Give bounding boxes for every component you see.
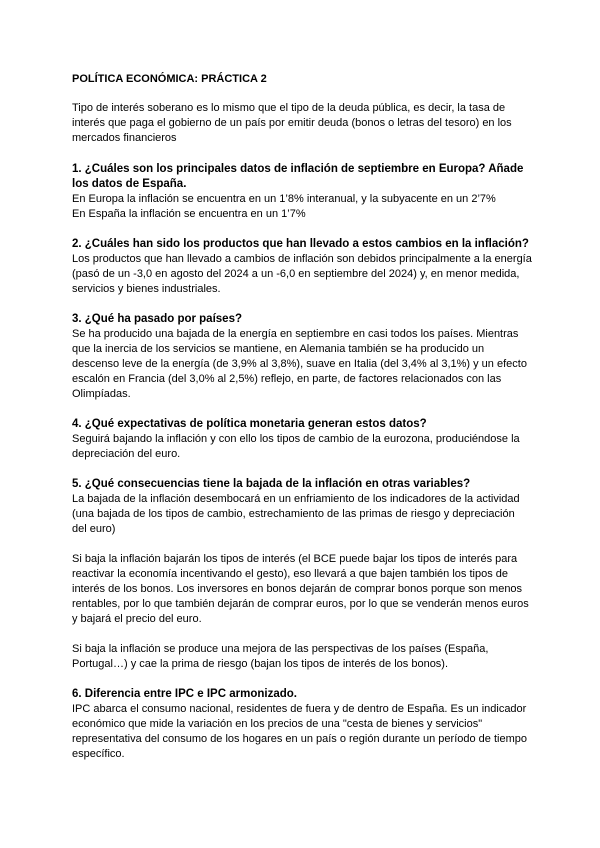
section-4 — [72, 417, 532, 462]
section-5 — [72, 477, 532, 672]
section-paragraph: Los productos que han llevado a cambios de inflación son debidos principalmente a la energía (pasó de un -3,0 en agosto del 2024 a un -6,0 en septiembre del 2024) y, en menor medida, servicios y bienes industriales. — [72, 253, 532, 295]
section-question: 4. ¿Qué expectativas de política monetaria generan estos datos? — [72, 418, 427, 430]
section-2 — [72, 237, 532, 297]
section-paragraph: IPC abarca el consumo nacional, residentes de fuera y de dentro de España. Es un indicador económico que mide la variación en los precios de una "cesta de bienes y servicios" representativa del consumo de los hogares en un país o región durante un período de tiempo específico. — [72, 703, 527, 760]
section-paragraph: En España la inflación se encuentra en un 1’7% — [72, 208, 306, 220]
section-paragraph: Se ha producido una bajada de la energía en septiembre en casi todos los países. Mientras que la inercia de los servicios se mantiene, en Alemania también se ha producido un descenso leve de la energía (de 3,9% al 3,8%), suave en Italia (del 3,4% al 3,1%) y un efecto escalón en Francia (del 3,0% al 2,5%) reflejo, en parte, de factores relacionados con las Olimpíadas. — [72, 328, 527, 400]
section-question: 2. ¿Cuáles han sido los productos que han llevado a estos cambios en la inflación? — [72, 238, 529, 250]
section-3 — [72, 312, 532, 402]
section-1 — [72, 162, 532, 222]
section-paragraph: Si baja la inflación se produce una mejora de las perspectivas de los países (España, Portugal…) y cae la prima de riesgo (bajan los tipos de interés de los bonos). — [72, 643, 489, 670]
section-paragraph: La bajada de la inflación desembocará en un enfriamiento de los indicadores de la actividad (una bajada de los tipos de cambio, estrechamiento de las primas de riesgo y depreciación del euro) — [72, 493, 520, 535]
section-question: 1. ¿Cuáles son los principales datos de inflación de septiembre en Europa? Añade los datos de España. — [72, 163, 524, 190]
section-6 — [72, 687, 532, 762]
section-paragraph: En Europa la inflación se encuentra en un 1’8% interanual, y la subyacente en un 2’7% — [72, 193, 496, 205]
section-question: 3. ¿Qué ha pasado por países? — [72, 313, 242, 325]
intro-paragraph: Tipo de interés soberano es lo mismo que el tipo de la deuda pública, es decir, la tasa de interés que paga el gobierno de un país por emitir deuda (bonos o letras del tesoro) en los mercados financieros — [72, 102, 512, 144]
document-title: POLÍTICA ECONÓMICA: PRÁCTICA 2 — [72, 73, 267, 85]
section-paragraph: Seguirá bajando la inflación y con ello los tipos de cambio de la eurozona, produciéndose la depreciación del euro. — [72, 433, 520, 460]
section-question: 5. ¿Qué consecuencias tiene la bajada de la inflación en otras variables? — [72, 478, 471, 490]
section-paragraph: Si baja la inflación bajarán los tipos de interés (el BCE puede bajar los tipos de interés para reactivar la economía incentivando el gesto), eso llevará a que bajen también los tipos de interés de los bonos. Los inversores en bonos dejarán de comprar bonos porque son menos rentables, por lo que también dejarán de comprar euros, por lo que se venderán menos euros y bajará el precio del euro. — [72, 553, 529, 625]
document-body — [72, 72, 532, 777]
section-question: 6. Diferencia entre IPC e IPC armonizado. — [72, 688, 297, 700]
